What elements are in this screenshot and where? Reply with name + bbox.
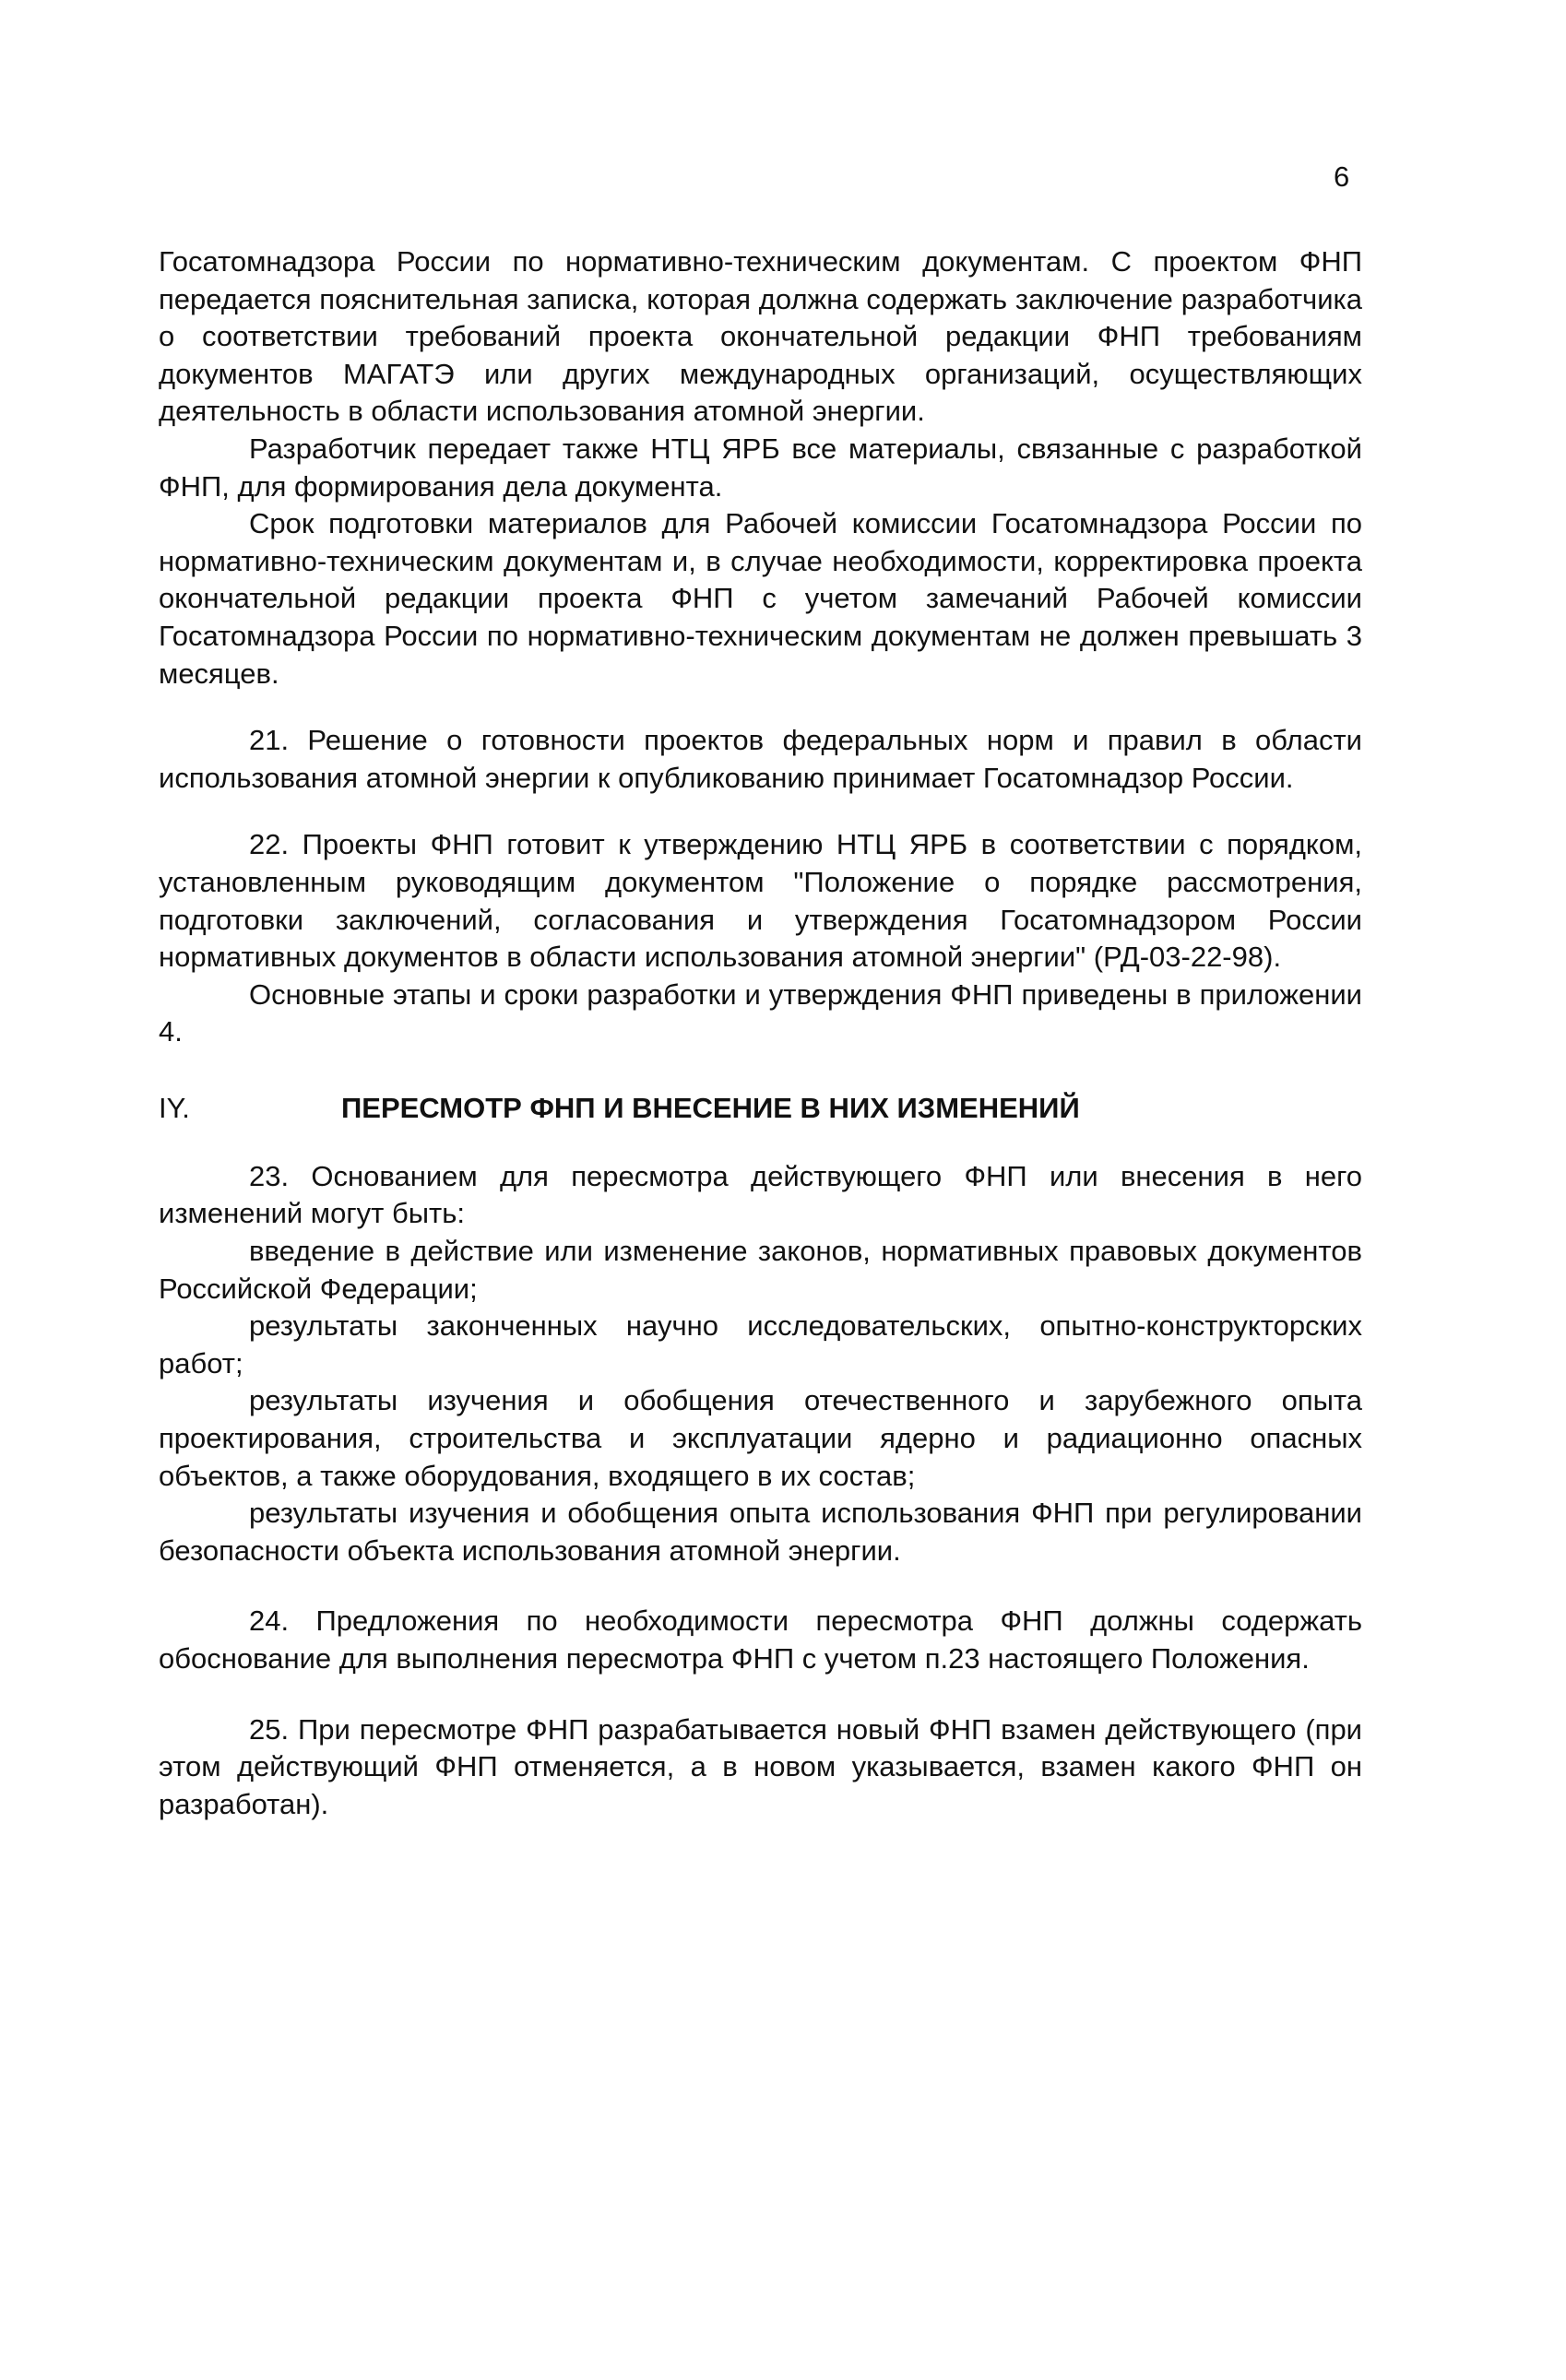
section-number: IY. [159, 1091, 190, 1124]
section-heading [159, 1090, 1362, 1127]
list-item-research: результаты законченных научно исследовательских, опытно-конструкторских работ; [159, 1309, 1362, 1379]
list-item-experience: результаты изучения и обобщения отечественного и зарубежного опыта проектирования, строительства и эксплуатации ядерно и радиационно опасных объектов, а также оборудования, входящего в их состав; [159, 1384, 1362, 1492]
section-title: ПЕРЕСМОТР ФНП И ВНЕСЕНИЕ В НИХ ИЗМЕНЕНИЙ [341, 1091, 1080, 1124]
paragraph-23: 23. Основанием для пересмотра действующего ФНП или внесения в него изменений могут быть: [159, 1159, 1362, 1230]
paragraph-24: 24. Предложения по необходимости пересмотра ФНП должны содержать обоснование для выполнения пересмотра ФНП с учетом п.23 настоящего Положения. [159, 1604, 1362, 1675]
paragraph-21: 21. Решение о готовности проектов федеральных норм и правил в области использования атомной энергии к опубликованию принимает Госатомнадзор России. [159, 724, 1362, 794]
paragraph-developer-materials: Разработчик передает также НТЦ ЯРБ все материалы, связанные с разработкой ФНП, для формирования дела документа. [159, 432, 1362, 503]
paragraph-22: 22. Проекты ФНП готовит к утверждению НТЦ ЯРБ в соответствии с порядком, установленным руководящим документом "Положение о порядке рассмотрения, подготовки заключений, согласования и утверждения Госатомнадзором России нормативных документов в области использования атомной энергии" (РД-03-22-98). [159, 828, 1362, 974]
page-number: 6 [1334, 160, 1350, 193]
list-item-laws: введение в действие или изменение законов, нормативных правовых документов Российской Федерации; [159, 1235, 1362, 1305]
paragraph-25: 25. При пересмотре ФНП разрабатывается новый ФНП взамен действующего (при этом действующий ФНП отменяется, а в новом указывается, взамен какого ФНП он разработан). [159, 1712, 1362, 1820]
paragraph-stages: Основные этапы и сроки разработки и утверждения ФНП приведены в приложении 4. [159, 977, 1362, 1048]
paragraph-deadline: Срок подготовки материалов для Рабочей комиссии Госатомнадзора России по нормативно-техническим документам и, в случае необходимости, корректировка проекта окончательной редакции проекта ФНП с учетом замечаний Рабочей комиссии Госатомнадзора России по нормативно-техническим документам не должен превышать 3 месяцев. [159, 507, 1362, 690]
list-item-regulation: результаты изучения и обобщения опыта использования ФНП при регулировании безопасности объекта использования атомной энергии. [159, 1497, 1362, 1567]
document-body [159, 243, 1362, 1823]
paragraph-continuation: Госатомнадзора России по нормативно-техническим документам. С проектом ФНП передается пояснительная записка, которая должна содержать заключение разработчика о соответствии требований проекта окончательной редакции ФНП требованиям документов МАГАТЭ или других международных организаций, осуществляющих деятельность в области использования атомной энергии. [159, 245, 1362, 428]
